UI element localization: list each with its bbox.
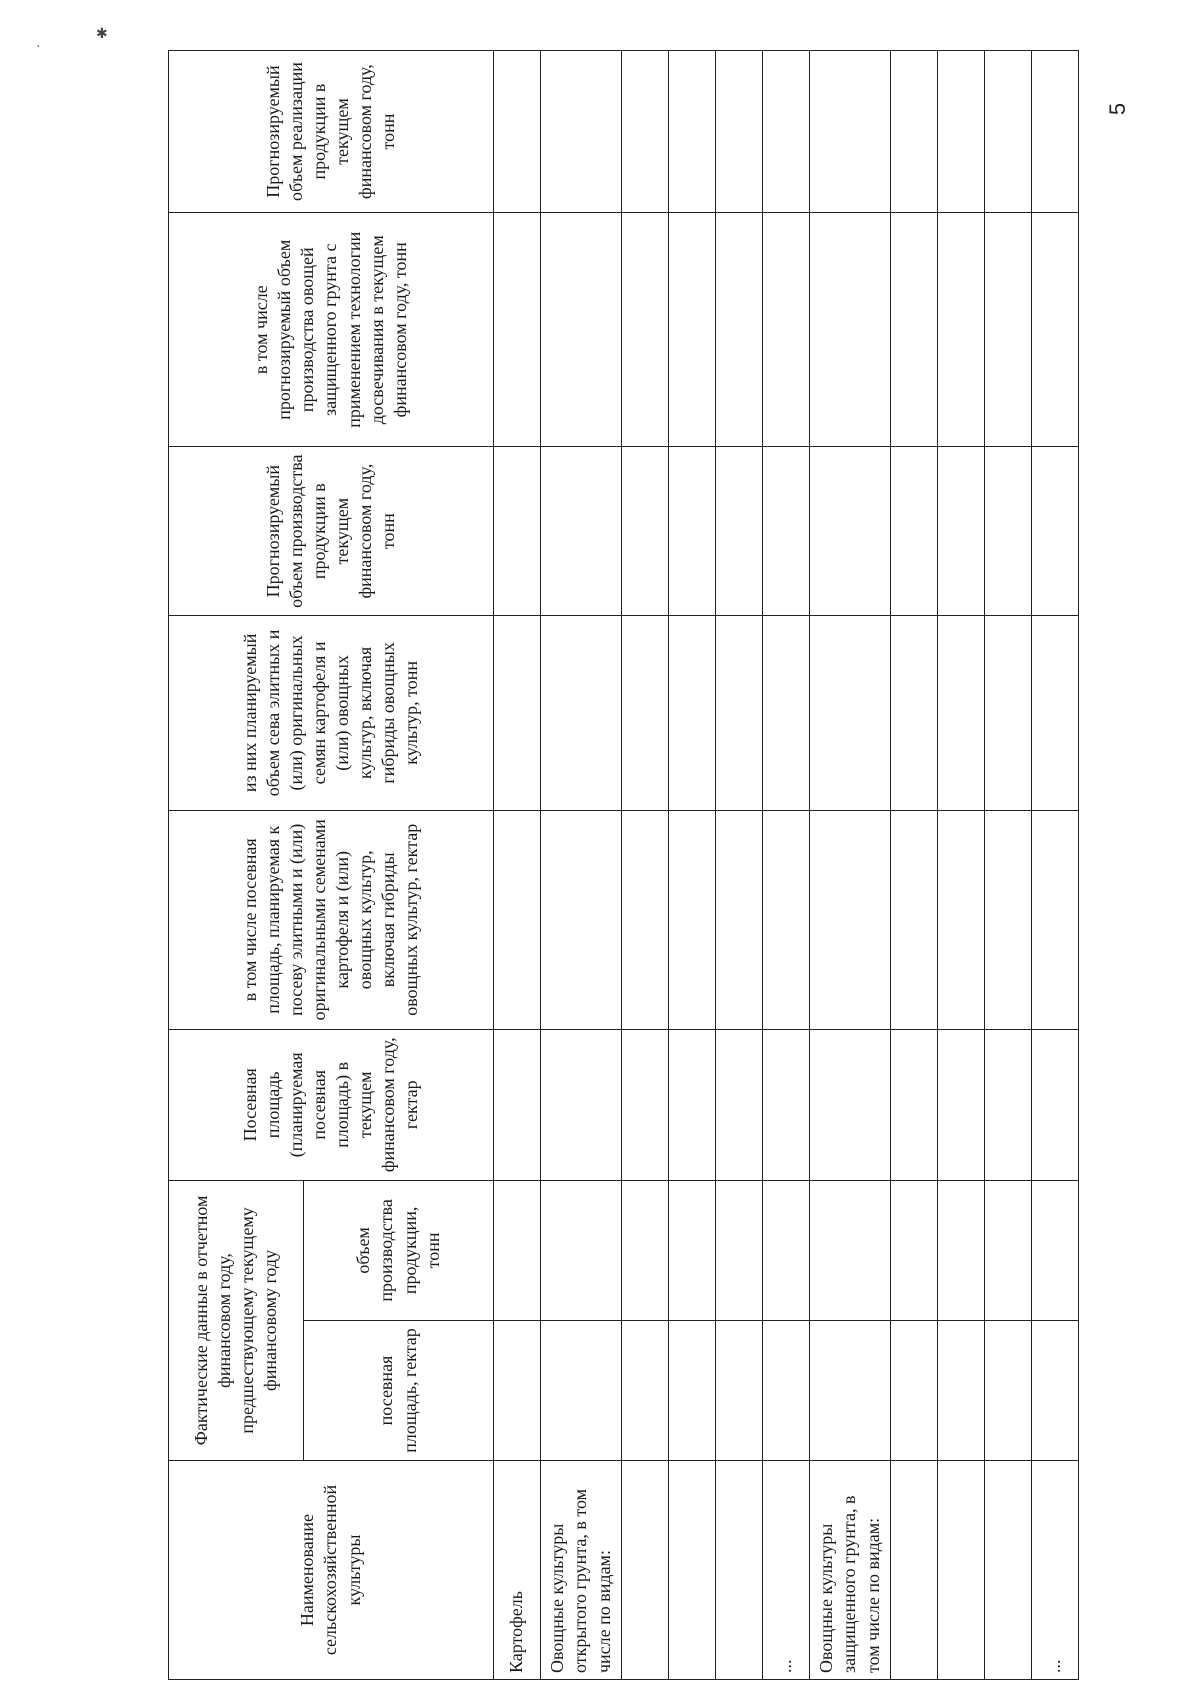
table-cell[interactable]	[891, 1029, 938, 1180]
table-cell[interactable]	[494, 810, 541, 1029]
table-row	[1032, 51, 1079, 1680]
table-cell[interactable]	[938, 51, 985, 213]
table-row	[985, 51, 1032, 1680]
table-cell[interactable]	[1032, 1029, 1079, 1180]
table-cell[interactable]	[669, 810, 716, 1029]
table-cell[interactable]	[985, 810, 1032, 1029]
table-cell[interactable]	[622, 1180, 669, 1320]
scan-mark: ✱	[96, 27, 108, 42]
row-label: Овощные культуры открытого грунта, в том числе по видам:	[541, 1461, 622, 1680]
table-cell[interactable]	[891, 810, 938, 1029]
table-cell[interactable]	[763, 213, 810, 447]
table-cell[interactable]	[985, 213, 1032, 447]
row-label	[716, 1461, 763, 1680]
row-label	[985, 1461, 1032, 1680]
table-cell[interactable]	[763, 1029, 810, 1180]
table-cell[interactable]	[494, 1029, 541, 1180]
table-cell[interactable]	[716, 1320, 763, 1460]
table-row	[810, 51, 891, 1680]
table-cell[interactable]	[716, 810, 763, 1029]
table-row	[669, 51, 716, 1680]
table-cell[interactable]	[716, 1029, 763, 1180]
table-cell[interactable]	[541, 810, 622, 1029]
table-cell[interactable]	[669, 447, 716, 616]
table-row	[716, 51, 763, 1680]
row-label: Картофель	[494, 1461, 541, 1680]
table-cell[interactable]	[716, 1180, 763, 1320]
table-cell[interactable]	[494, 1320, 541, 1460]
table-cell[interactable]	[985, 1180, 1032, 1320]
table-cell[interactable]	[938, 1180, 985, 1320]
header-forecast-greenhouse: в том числе прогнозируемый объем производства овощей защищенного грунта с применением технологии досвечивания в текущем финансовом году, тонн	[169, 213, 494, 447]
table-cell[interactable]	[810, 1180, 891, 1320]
table-cell[interactable]	[985, 1029, 1032, 1180]
table-cell[interactable]	[763, 810, 810, 1029]
table-cell[interactable]	[763, 615, 810, 810]
row-label	[622, 1461, 669, 1680]
table-cell[interactable]	[938, 810, 985, 1029]
table-cell[interactable]	[810, 810, 891, 1029]
table-cell[interactable]	[622, 51, 669, 213]
table-cell[interactable]	[985, 1320, 1032, 1460]
header-actual-group: Фактические данные в отчетном финансовом году, предшествующему текущему финансовому году	[169, 1180, 304, 1460]
table-cell[interactable]	[716, 447, 763, 616]
header-elite-area: в том числе посевная площадь, планируемая к посеву элитными и (или) оригинальными семенами картофеля и (или) овощных культур, включая гибриды овощных культур, гектар	[169, 810, 494, 1029]
table-cell[interactable]	[669, 1180, 716, 1320]
table-cell[interactable]	[810, 1320, 891, 1460]
table-cell[interactable]	[669, 51, 716, 213]
table-cell[interactable]	[622, 1029, 669, 1180]
header-actual-volume: объем производства продукции, тонн	[304, 1180, 494, 1320]
table-cell[interactable]	[891, 615, 938, 810]
table-cell[interactable]	[541, 615, 622, 810]
table-cell[interactable]	[494, 51, 541, 213]
header-forecast-production: Прогнозируемый объем производства продукции в текущем финансовом году, тонн	[169, 447, 494, 616]
scan-mark: ·	[36, 40, 41, 55]
table-cell[interactable]	[494, 447, 541, 616]
table-cell[interactable]	[810, 213, 891, 447]
table-row	[494, 51, 541, 1680]
table-cell[interactable]	[622, 810, 669, 1029]
header-sown-area: Посевная площадь (планируемая посевная площадь) в текущем финансовом году, гектар	[169, 1029, 494, 1180]
table-cell[interactable]	[810, 447, 891, 616]
table-cell[interactable]	[763, 51, 810, 213]
table-cell[interactable]	[938, 1320, 985, 1460]
table-cell[interactable]	[1032, 213, 1079, 447]
page-number: 5	[1105, 102, 1131, 116]
table-cell[interactable]	[669, 1320, 716, 1460]
table-cell[interactable]	[763, 447, 810, 616]
table-cell[interactable]	[494, 213, 541, 447]
table-cell[interactable]	[810, 615, 891, 810]
table-row	[541, 51, 622, 1680]
table-cell[interactable]	[938, 447, 985, 616]
table-cell[interactable]	[1032, 51, 1079, 213]
row-label	[938, 1461, 985, 1680]
table-cell[interactable]	[938, 213, 985, 447]
table-cell[interactable]	[716, 51, 763, 213]
table-cell[interactable]	[716, 213, 763, 447]
table-cell[interactable]	[1032, 1180, 1079, 1320]
table-cell[interactable]	[938, 1029, 985, 1180]
table-cell[interactable]	[810, 1029, 891, 1180]
row-label: Овощные культуры защищенного грунта, в том числе по видам:	[810, 1461, 891, 1680]
table-row	[891, 51, 938, 1680]
rotated-table-wrapper	[168, 50, 1065, 1680]
table-cell[interactable]	[985, 51, 1032, 213]
table-cell[interactable]	[891, 1320, 938, 1460]
table-cell[interactable]	[763, 1320, 810, 1460]
table-cell[interactable]	[1032, 810, 1079, 1029]
table-cell[interactable]	[622, 447, 669, 616]
table-cell[interactable]	[1032, 1320, 1079, 1460]
table-cell[interactable]	[541, 447, 622, 616]
table-cell[interactable]	[1032, 615, 1079, 810]
header-actual-area: посевная площадь, гектар	[304, 1320, 494, 1460]
table-row	[622, 51, 669, 1680]
table-body	[494, 51, 1079, 1680]
table-cell[interactable]	[669, 213, 716, 447]
table-cell[interactable]	[541, 1180, 622, 1320]
table-cell[interactable]	[541, 51, 622, 213]
table-cell[interactable]	[622, 1320, 669, 1460]
table-cell[interactable]	[763, 1180, 810, 1320]
row-label	[891, 1461, 938, 1680]
row-label: ...	[763, 1461, 810, 1680]
header-crop-name: Наименование сельскохозяйственной культуры	[169, 1461, 494, 1680]
table-cell[interactable]	[541, 213, 622, 447]
table-cell[interactable]	[669, 615, 716, 810]
table-cell[interactable]	[891, 447, 938, 616]
table-cell[interactable]	[716, 615, 763, 810]
table-cell[interactable]	[810, 51, 891, 213]
crop-planning-table	[168, 50, 1079, 1680]
table-cell[interactable]	[541, 1029, 622, 1180]
table-cell[interactable]	[985, 615, 1032, 810]
header-forecast-sales: Прогнозируемый объем реализации продукции в текущем финансовом году, тонн	[169, 51, 494, 213]
table-cell[interactable]	[985, 447, 1032, 616]
header-elite-seed-volume: из них планируемый объем сева элитных и (или) оригинальных семян картофеля и (или) овощных культур, включая гибриды овощных культур, тонн	[169, 615, 494, 810]
table-cell[interactable]	[494, 615, 541, 810]
table-cell[interactable]	[891, 213, 938, 447]
table-cell[interactable]	[622, 213, 669, 447]
table-cell[interactable]	[494, 1180, 541, 1320]
table-cell[interactable]	[938, 615, 985, 810]
row-label	[669, 1461, 716, 1680]
table-cell[interactable]	[669, 1029, 716, 1180]
table-row	[938, 51, 985, 1680]
table-cell[interactable]	[541, 1320, 622, 1460]
table-cell[interactable]	[622, 615, 669, 810]
row-label: ...	[1032, 1461, 1079, 1680]
table-cell[interactable]	[891, 1180, 938, 1320]
table-cell[interactable]	[891, 51, 938, 213]
table-row	[763, 51, 810, 1680]
table-cell[interactable]	[1032, 447, 1079, 616]
